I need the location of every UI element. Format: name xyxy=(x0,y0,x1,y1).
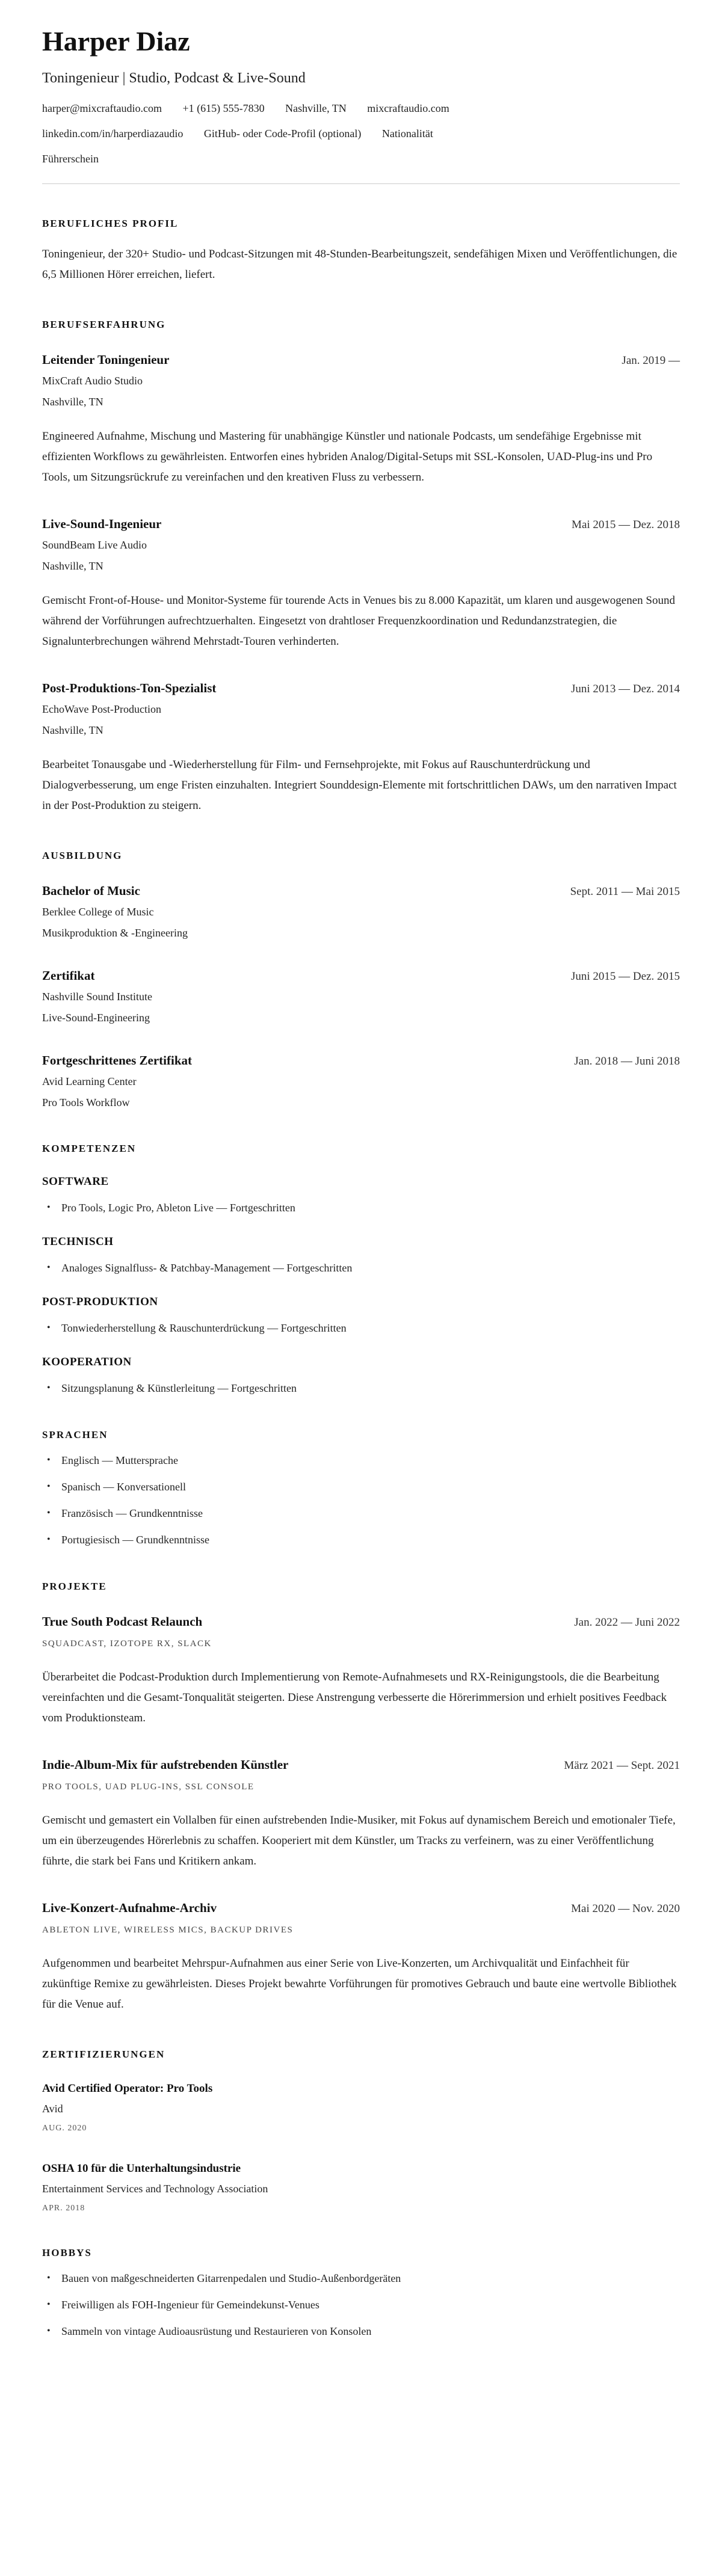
contact-drivers-license: Führerschein xyxy=(42,152,99,165)
skill-group-software xyxy=(42,1175,680,1215)
job-title: Leitender Toningenieur xyxy=(42,352,170,367)
contact-email: harper@mixcraftaudio.com xyxy=(42,102,162,114)
language-item: • Portugiesisch — Grundkenntnisse xyxy=(42,1532,680,1547)
job-dates: Mai 2015 — Dez. 2018 xyxy=(572,518,680,531)
project-entry xyxy=(42,1614,680,1729)
project-title: Indie-Album-Mix für aufstrebenden Künstler xyxy=(42,1757,289,1772)
project-description: Gemischt und gemastert ein Vollalben für einen aufstrebenden Indie-Musiker, mit Fokus auf dynamischem Bereich und emotionaler Tiefe, um ein überzeugendes Hörerlebnis zu schaffen. Kooperiert mit dem Künstler, um Tracks zu verfeinern, was zu einer Veröffentlichung führte, die stark bei Fans und Kritikern ankam. xyxy=(42,1813,676,1867)
project-dates: Mai 2020 — Nov. 2020 xyxy=(571,1902,680,1915)
certification-name: Avid Certified Operator: Pro Tools xyxy=(42,2082,213,2095)
certification-issuer: Avid xyxy=(42,2102,63,2115)
section-education xyxy=(42,850,680,1109)
degree-title: Bachelor of Music xyxy=(42,883,140,898)
certification-entry xyxy=(42,2082,680,2133)
header-divider xyxy=(42,183,680,184)
job-description: Engineered Aufnahme, Mischung und Mastering für unabhängige Künstler und nationale Podcasts, um sendefähige Ergebnisse mit effizienten Workflows zu gewährleisten. Entworfen eines hybriden Analog/Digital-Setups mit SSL-Konsolen, UAD-Plug-ins und Pro Tools, um Sitzungsrückrufe zu vereinfachen und den kreativen Fluss zu verbessern. xyxy=(42,429,653,484)
certification-name: OSHA 10 für die Unterhaltungsindustrie xyxy=(42,2162,241,2175)
degree-title: Zertifikat xyxy=(42,968,95,983)
school-name: Berklee College of Music xyxy=(42,905,154,918)
job-location: Nashville, TN xyxy=(42,724,103,736)
job-entry xyxy=(42,352,680,488)
skill-group-name: SOFTWARE xyxy=(42,1175,109,1188)
contact-location: Nashville, TN xyxy=(285,102,347,114)
job-entry xyxy=(42,517,680,652)
certification-date: AUG. 2020 xyxy=(42,2123,87,2133)
job-company: EchoWave Post-Production xyxy=(42,702,162,715)
skill-group-name: KOOPERATION xyxy=(42,1355,132,1368)
section-heading-profile: BERUFLICHES PROFIL xyxy=(42,217,179,229)
skill-list xyxy=(42,1321,680,1335)
person-name: Harper Diaz xyxy=(42,26,190,57)
project-entry-head xyxy=(42,1614,680,1629)
project-description: Aufgenommen und bearbeitet Mehrspur-Aufnahmen aus einer Serie von Live-Konzerten, um Archivqualität und Einfachheit für zukünftige Remixe zu gewährleisten. Dieses Projekt bewahrte Vorführungen für promotives Gebrauch und baute eine wertvolle Bibliothek für die Venue auf. xyxy=(42,1957,677,2011)
section-profile xyxy=(42,218,680,285)
certification-date: APR. 2018 xyxy=(42,2203,85,2213)
contact-linkedin: linkedin.com/in/harperdiazaudio xyxy=(42,127,184,140)
education-entry xyxy=(42,884,680,939)
hobby-list xyxy=(42,2271,680,2338)
section-projects xyxy=(42,1581,680,2015)
contact-website: mixcraftaudio.com xyxy=(367,102,449,114)
section-skills xyxy=(42,1143,680,1395)
contact-row xyxy=(42,128,680,140)
field-of-study: Live-Sound-Engineering xyxy=(42,1011,150,1024)
section-hobbies xyxy=(42,2247,680,2338)
section-certifications xyxy=(42,2049,680,2213)
skill-item: • Tonwiederherstellung & Rauschunterdrückung — Fortgeschritten xyxy=(42,1321,680,1335)
project-entry-head xyxy=(42,1757,680,1772)
project-tools: SQUADCAST, IZOTOPE RX, SLACK xyxy=(42,1638,212,1649)
skill-group-name: TECHNISCH xyxy=(42,1235,114,1248)
section-heading-experience: BERUFSERFAHRUNG xyxy=(42,318,166,330)
contact-github-placeholder: GitHub- oder Code-Profil (optional) xyxy=(203,127,362,140)
project-entry xyxy=(42,1757,680,1872)
education-dates: Sept. 2011 — Mai 2015 xyxy=(570,885,680,898)
language-item: • Englisch — Muttersprache xyxy=(42,1453,680,1468)
job-location: Nashville, TN xyxy=(42,559,103,572)
skill-group-collaboration xyxy=(42,1356,680,1395)
project-tools: ABLETON LIVE, WIRELESS MICS, BACKUP DRIVES xyxy=(42,1925,294,1935)
hobby-item: • Sammeln von vintage Audioausrüstung und Restaurieren von Konsolen xyxy=(42,2324,680,2338)
certification-entry xyxy=(42,2162,680,2213)
skill-item: • Sitzungsplanung & Künstlerleitung — Fortgeschritten xyxy=(42,1381,680,1395)
language-item: • Französisch — Grundkenntnisse xyxy=(42,1506,680,1520)
project-description: Überarbeitet die Podcast-Produktion durch Implementierung von Remote-Aufnahmesets und RX-Reinigungstools, die die Bearbeitung vereinfachten und die Gesamt-Tonqualität steigerten. Diese Anstrengung verbesserte die Hörerimmersion und erhielt positives Feedback vom Produktionsteam. xyxy=(42,1670,667,1724)
project-dates: März 2021 — Sept. 2021 xyxy=(564,1759,680,1772)
degree-title: Fortgeschrittenes Zertifikat xyxy=(42,1053,192,1068)
resume-header xyxy=(42,26,680,184)
contact-row xyxy=(42,102,680,115)
skill-list xyxy=(42,1381,680,1395)
education-entry-head xyxy=(42,1053,680,1068)
skill-group-post-production xyxy=(42,1296,680,1335)
hobby-item: • Bauen von maßgeschneiderten Gitarrenpedalen und Studio-Außenbordgeräten xyxy=(42,2271,680,2286)
skill-list xyxy=(42,1200,680,1215)
job-title: Live-Sound-Ingenieur xyxy=(42,516,162,531)
section-heading-hobbies: HOBBYS xyxy=(42,2246,92,2258)
project-title: Live-Konzert-Aufnahme-Archiv xyxy=(42,1900,217,1915)
profile-text: Toningenieur, der 320+ Studio- und Podcast-Sitzungen mit 48-Stunden-Bearbeitungszeit, sendefähigen Mixen und Veröffentlichungen, die 6,5 Millionen Hörer erreichen, liefert. xyxy=(42,247,677,281)
project-dates: Jan. 2022 — Juni 2022 xyxy=(574,1615,680,1629)
section-languages xyxy=(42,1429,680,1547)
job-company: SoundBeam Live Audio xyxy=(42,538,147,551)
section-heading-skills: KOMPETENZEN xyxy=(42,1142,137,1154)
project-entry xyxy=(42,1901,680,2015)
education-entry-head xyxy=(42,884,680,899)
job-description: Gemischt Front-of-House- und Monitor-Systeme für tourende Acts in Venues bis zu 8.000 Kapazität, um klaren und ausgewogenen Sound während der Vorführungen aufrechtzuerhalten. Eingesetzt von drahtloser Frequenzkoordination und Redundanzstrategien, die Signalunterbrechungen während Mehrstadt-Touren verhinderten. xyxy=(42,594,675,648)
language-item: • Spanisch — Konversationell xyxy=(42,1480,680,1494)
language-list xyxy=(42,1453,680,1547)
skill-group-technical xyxy=(42,1235,680,1275)
skill-item: • Analoges Signalfluss- & Patchbay-Management — Fortgeschritten xyxy=(42,1261,680,1275)
job-location: Nashville, TN xyxy=(42,395,103,408)
contact-row xyxy=(42,153,680,165)
education-entry-head xyxy=(42,968,680,983)
hobby-item: • Freiwilligen als FOH-Ingenieur für Gemeindekunst-Venues xyxy=(42,2298,680,2312)
job-dates: Jan. 2019 — xyxy=(622,354,680,367)
job-entry-head xyxy=(42,352,680,367)
section-heading-languages: SPRACHEN xyxy=(42,1428,108,1440)
school-name: Nashville Sound Institute xyxy=(42,990,152,1003)
certification-issuer: Entertainment Services and Technology Association xyxy=(42,2182,268,2195)
field-of-study: Pro Tools Workflow xyxy=(42,1096,130,1108)
education-dates: Jan. 2018 — Juni 2018 xyxy=(574,1054,680,1068)
project-tools: PRO TOOLS, UAD PLUG-INS, SSL CONSOLE xyxy=(42,1781,255,1792)
skill-group-name: POST-PRODUKTION xyxy=(42,1295,158,1308)
section-heading-projects: PROJEKTE xyxy=(42,1580,107,1592)
skill-list xyxy=(42,1261,680,1275)
job-dates: Juni 2013 — Dez. 2014 xyxy=(570,682,680,695)
section-heading-certifications: ZERTIFIZIERUNGEN xyxy=(42,2048,165,2060)
job-entry xyxy=(42,681,680,816)
contact-nationality-placeholder: Nationalität xyxy=(381,127,433,140)
section-experience xyxy=(42,319,680,816)
job-title: Post-Produktions-Ton-Spezialist xyxy=(42,680,217,695)
contact-info xyxy=(42,102,680,165)
education-entry xyxy=(42,1053,680,1109)
contact-phone: +1 (615) 555-7830 xyxy=(182,102,265,114)
job-description: Bearbeitet Tonausgabe und -Wiederherstellung für Film- und Fernsehprojekte, mit Fokus auf Rauschunterdrückung und Dialogverbesserung, um enge Fristen einzuhalten. Integriert Sounddesign-Elemente mit fortschrittlichen DAWs, um den narrativen Impact in der Post-Produktion zu steigern. xyxy=(42,758,677,812)
section-heading-education: AUSBILDUNG xyxy=(42,849,123,861)
job-entry-head xyxy=(42,681,680,696)
education-dates: Juni 2015 — Dez. 2015 xyxy=(570,970,680,983)
headline: Toningenieur | Studio, Podcast & Live-Sound xyxy=(42,70,306,86)
project-title: True South Podcast Relaunch xyxy=(42,1614,203,1629)
school-name: Avid Learning Center xyxy=(42,1075,137,1087)
project-entry-head xyxy=(42,1901,680,1916)
field-of-study: Musikproduktion & -Engineering xyxy=(42,926,188,939)
job-entry-head xyxy=(42,517,680,532)
job-company: MixCraft Audio Studio xyxy=(42,374,143,387)
education-entry xyxy=(42,968,680,1024)
skill-item: • Pro Tools, Logic Pro, Ableton Live — Fortgeschritten xyxy=(42,1200,680,1215)
